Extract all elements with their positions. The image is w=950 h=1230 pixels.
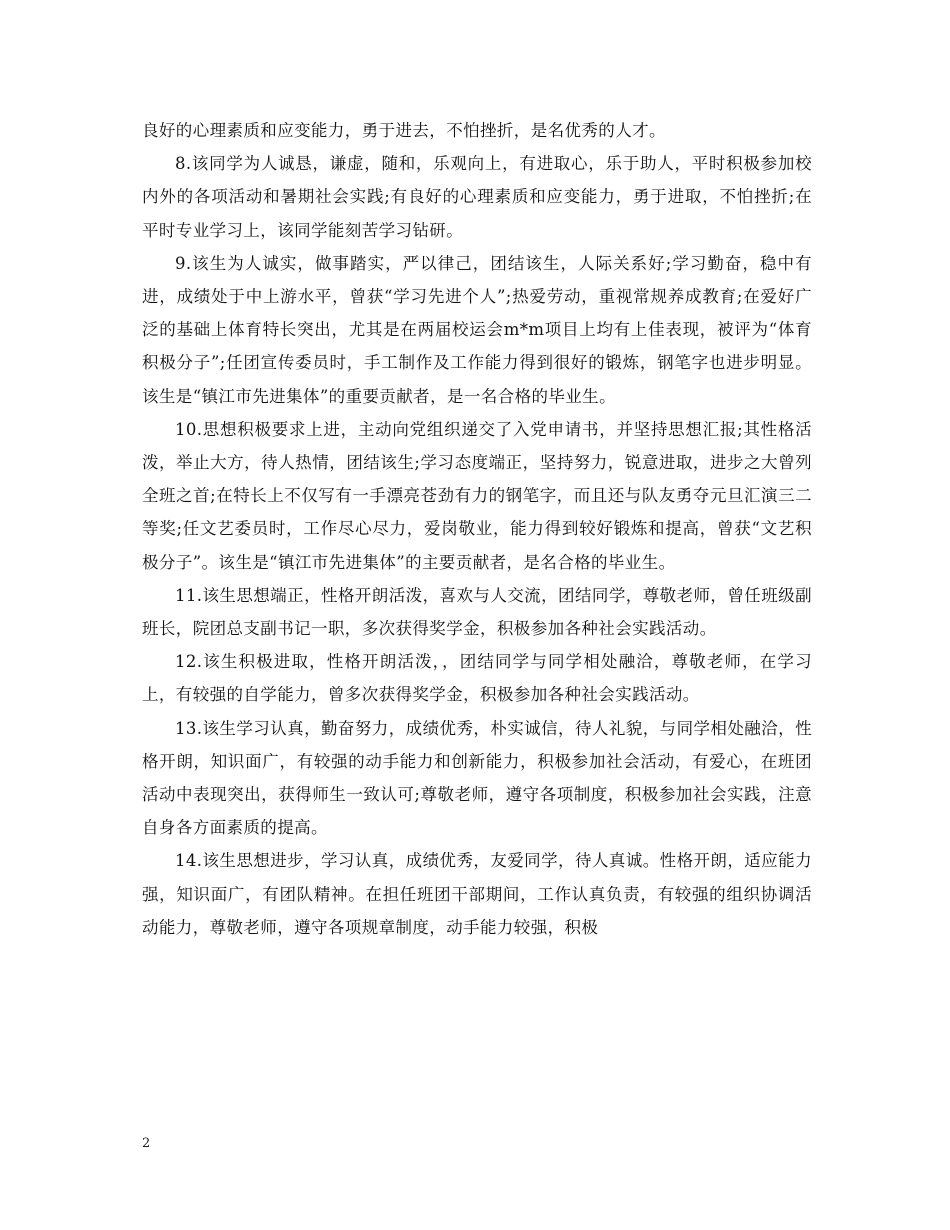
document-body <box>142 114 812 944</box>
paragraph-item-10: 10.思想积极要求上进，主动向党组织递交了入党申请书，并坚持思想汇报;其性格活泼，举止大方，待人热情，团结该生;学习态度端正，坚持努力，锐意进取，进步之大曾列全班之首;在特长上不仅写有一手漂亮苍劲有力的钢笔字，而且还与队友勇夺元旦汇演三二等奖;任文艺委员时，工作尽心尽力，爱岗敬业，能力得到较好锻炼和提高，曾获“文艺积极分子”。该生是“镇江市先进集体”的主要贡献者，是名合格的毕业生。 <box>142 419 812 572</box>
paragraph-item-12: 12.该生积极进取，性格开朗活泼，，团结同学与同学相处融洽，尊敬老师，在学习上，有较强的自学能力，曾多次获得奖学金，积极参加各种社会实践活动。 <box>142 652 812 705</box>
page-number: 2 <box>142 1136 151 1151</box>
paragraph-continuation: 良好的心理素质和应变能力，勇于进去，不怕挫折，是名优秀的人才。 <box>142 121 666 140</box>
paragraph-item-14: 14.该生思想进步，学习认真，成绩优秀，友爱同学，待人真诚。性格开朗，适应能力强，知识面广，有团队精神。在担任班团干部期间，工作认真负责，有较强的组织协调活动能力，尊敬老师，遵守各项规章制度，动手能力较强，积极 <box>142 851 812 937</box>
paragraph-item-11: 11.该生思想端正，性格开朗活泼，喜欢与人交流，团结同学，尊敬老师，曾任班级副班长，院团总支副书记一职，多次获得奖学金，积极参加各种社会实践活动。 <box>142 585 812 639</box>
paragraph-item-13: 13.该生学习认真，勤奋努力，成绩优秀，朴实诚信，待人礼貌，与同学相处融洽，性格开朗，知识面广，有较强的动手能力和创新能力，积极参加社会活动，有爱心，在班团活动中表现突出，获得师生一致认可;尊敬老师，遵守各项制度，积极参加社会实践，注意自身各方面素质的提高。 <box>142 718 812 838</box>
paragraph-item-9: 9.该生为人诚实，做事踏实，严以律己，团结该生，人际关系好;学习勤奋，稳中有进，成绩处于中上游水平，曾获“学习先进个人”;热爱劳动，重视常规养成教育;在爱好广泛的基础上体育特长突出，尤其是在两届校运会m*m项目上均有上佳表现，被评为“体育积极分子”;任团宣传委员时，手工制作及工作能力得到很好的锻炼，钢笔字也进步明显。该生是“镇江市先进集体”的重要贡献者，是一名合格的毕业生。 <box>142 253 812 406</box>
paragraph-item-8: 8.该同学为人诚恳，谦虚，随和，乐观向上，有进取心，乐于助人，平时积极参加校内外的各项活动和暑期社会实践;有良好的心理素质和应变能力，勇于进取，不怕挫折;在平时专业学习上，该同学能刻苦学习钻研。 <box>142 154 812 240</box>
